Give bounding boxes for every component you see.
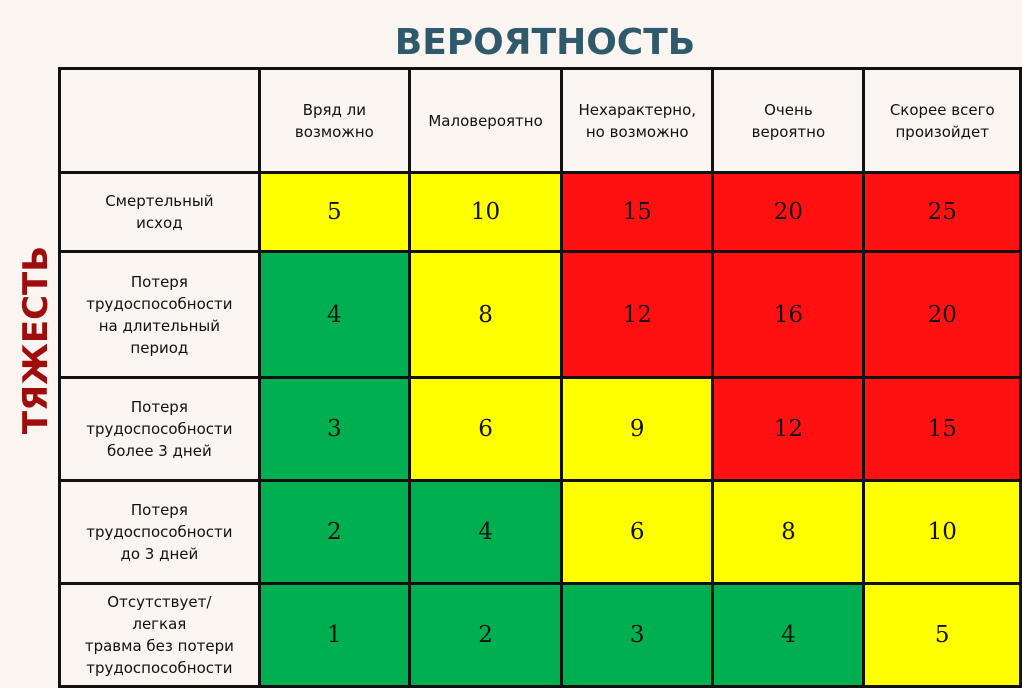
column-header: Скорее всего произойдет xyxy=(864,69,1021,173)
row-header: Смертельный исход xyxy=(60,173,260,252)
matrix-cell: 5 xyxy=(864,584,1021,687)
row-header: Потеря трудоспособности на длительный период xyxy=(60,252,260,378)
matrix-cell: 15 xyxy=(562,173,713,252)
matrix-cell: 12 xyxy=(713,378,864,481)
matrix-cell: 4 xyxy=(410,481,562,584)
matrix-cell: 5 xyxy=(259,173,409,252)
matrix-cell: 3 xyxy=(259,378,409,481)
matrix-cell: 20 xyxy=(864,252,1021,378)
matrix-row xyxy=(60,481,1021,584)
matrix-cell: 8 xyxy=(713,481,864,584)
matrix-cell: 9 xyxy=(562,378,713,481)
corner-cell xyxy=(60,69,260,173)
matrix-cell: 3 xyxy=(562,584,713,687)
matrix-cell: 12 xyxy=(562,252,713,378)
matrix-cell: 4 xyxy=(713,584,864,687)
matrix-cell: 15 xyxy=(864,378,1021,481)
matrix-cell: 1 xyxy=(259,584,409,687)
matrix-cell: 8 xyxy=(410,252,562,378)
column-header: Вряд ли возможно xyxy=(259,69,409,173)
matrix-cell: 16 xyxy=(713,252,864,378)
row-header: Потеря трудоспособности более 3 дней xyxy=(60,378,260,481)
column-header: Маловероятно xyxy=(410,69,562,173)
row-header: Потеря трудоспособности до 3 дней xyxy=(60,481,260,584)
matrix-row xyxy=(60,584,1021,687)
matrix-row xyxy=(60,173,1021,252)
header-row xyxy=(60,69,1021,173)
row-header: Отсутствует/легкая травма без потери трудоспособности xyxy=(60,584,260,687)
column-header: Очень вероятно xyxy=(713,69,864,173)
matrix-cell: 25 xyxy=(864,173,1021,252)
matrix-cell: 10 xyxy=(864,481,1021,584)
matrix-cell: 2 xyxy=(259,481,409,584)
matrix-cell: 10 xyxy=(410,173,562,252)
matrix-cell: 6 xyxy=(410,378,562,481)
severity-axis-title: ТЯЖЕСТЬ xyxy=(16,245,56,435)
column-header: Нехарактерно, но возможно xyxy=(562,69,713,173)
matrix-row xyxy=(60,252,1021,378)
probability-axis-title: ВЕРОЯТНОСТЬ xyxy=(394,22,696,63)
matrix-cell: 4 xyxy=(259,252,409,378)
matrix-cell: 6 xyxy=(562,481,713,584)
matrix-cell: 2 xyxy=(410,584,562,687)
risk-matrix xyxy=(58,67,1022,688)
matrix-cell: 20 xyxy=(713,173,864,252)
matrix-row xyxy=(60,378,1021,481)
